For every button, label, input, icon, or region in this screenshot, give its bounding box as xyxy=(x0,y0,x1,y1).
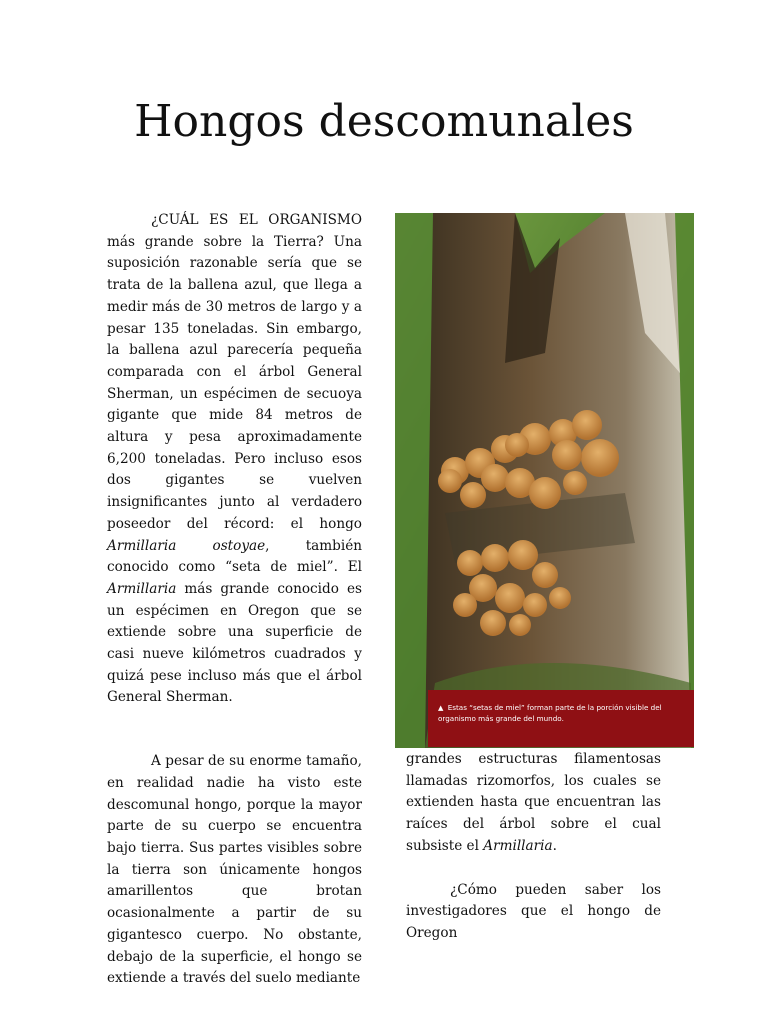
page-title: Hongos descomunales xyxy=(134,96,634,147)
mushroom-photo xyxy=(395,213,694,748)
mushroom-photo-illustration xyxy=(395,213,694,748)
text-run: más grande conocido es un espécimen en Oregon que se extiende sobre una superficie de casi nueve kilómetros cuadrados y quizá pese incluso más que el árbol General Sherman. xyxy=(107,580,362,706)
italic-term: Armillaria xyxy=(107,580,177,597)
caption-marker: ▲ xyxy=(438,704,444,712)
right-column xyxy=(406,749,661,945)
text-run: grandes estructuras filamentosas llamadas rizomorfos, los cuales se extienden hasta que encuentran las raíces del árbol sobre el cual subsiste el xyxy=(406,751,661,854)
text-run: . xyxy=(552,837,557,854)
caption-text: Estas “setas de miel” forman parte de la porción visible del organismo más grande del mundo. xyxy=(438,703,662,723)
paragraph-2: A pesar de su enorme tamaño, en realidad nadie ha visto este descomunal hongo, porque la mayor parte de su cuerpo se encuentra bajo tierra. Sus partes visibles sobre la tierra son únicamente hongos amarillentos que brotan ocasionalmente a partir de su gigantesco cuerpo. No obstante, debajo de la superficie, el hongo se extiende a través del suelo mediante xyxy=(107,753,362,987)
text-run: ¿CUÁL ES EL ORGANISMO más grande sobre la Tierra? Una suposición razonable sería que se trata de la ballena azul, que llega a medir más de 30 metros de largo y a pesar 135 toneladas. Sin embargo, la ballena azul parecería pequeña comparada con el árbol General Sherman, un espécimen de secuoya gigante que mide 84 metros de altura y pesa aproximadamente 6,200 toneladas. Pero incluso esos dos gigantes se vuelven insignificantes junto al verdadero poseedor del récord: el hongo xyxy=(107,212,362,532)
paragraph-3 xyxy=(406,749,661,858)
italic-term: Armillaria ostoyae xyxy=(107,537,266,554)
photo-caption xyxy=(428,690,694,747)
left-column xyxy=(107,210,362,990)
text-run: , también conocido como “seta de miel”. El xyxy=(107,537,362,576)
paragraph-1 xyxy=(107,210,362,709)
italic-term: Armillaria xyxy=(483,837,553,854)
paragraph-4: ¿Cómo pueden saber los investigadores que el hongo de Oregon xyxy=(406,881,661,941)
